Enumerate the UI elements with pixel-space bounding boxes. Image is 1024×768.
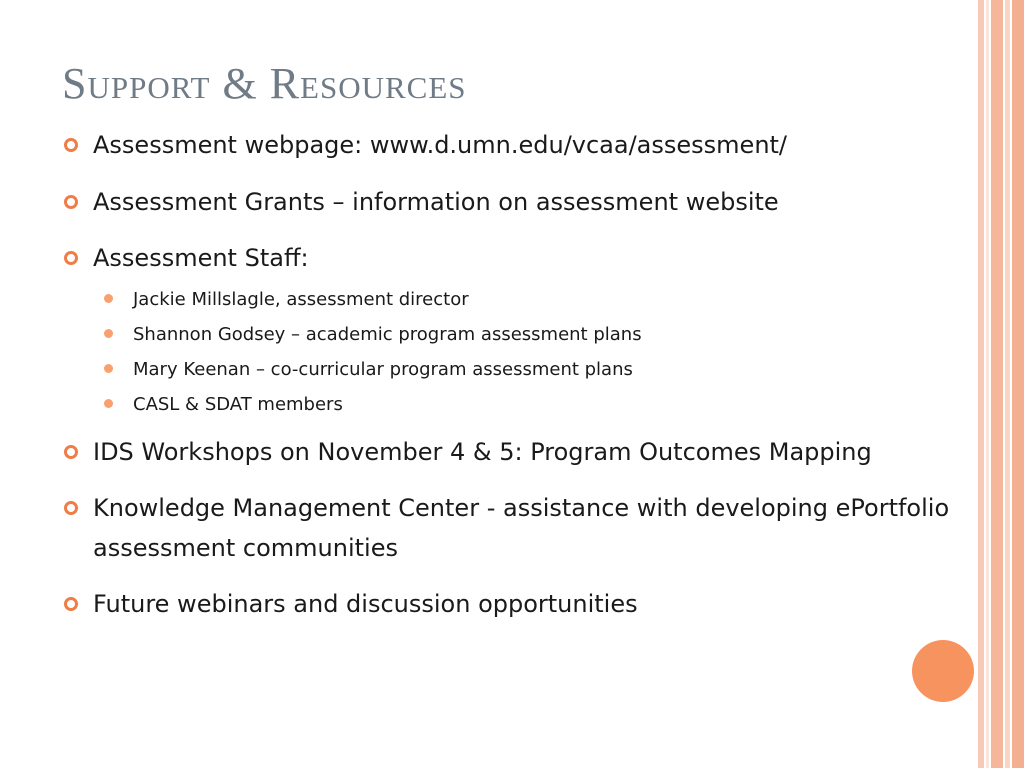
bullet-item-staff — [62, 238, 962, 278]
slide-body — [62, 125, 962, 624]
staff-list-item — [62, 352, 962, 387]
bullet-item-webinars — [62, 584, 962, 624]
decorative-circle — [912, 640, 974, 702]
decorative-stripe — [986, 0, 989, 768]
dot-bullet-icon — [104, 294, 113, 303]
bullet-item-workshops — [62, 432, 962, 472]
bullet-text: Knowledge Management Center - assistance with developing ePortfolio assessment communities — [93, 494, 950, 562]
bullet-item-webpage — [62, 125, 962, 165]
decorative-stripe — [1005, 0, 1010, 768]
ring-bullet-icon — [64, 138, 78, 152]
staff-text: Shannon Godsey – academic program assessment plans — [133, 324, 642, 345]
staff-list-item — [62, 282, 962, 317]
slide-title: Support & Resources — [62, 59, 467, 108]
dot-bullet-icon — [104, 364, 113, 373]
decorative-stripe — [978, 0, 984, 768]
bullet-text: Assessment Staff: — [93, 244, 309, 272]
bullet-item-knowledge-center — [62, 488, 962, 568]
bullet-text: Assessment webpage: www.d.umn.edu/vcaa/assessment/ — [93, 131, 788, 159]
bullet-item-grants — [62, 182, 962, 222]
ring-bullet-icon — [64, 445, 78, 459]
bullet-text: IDS Workshops on November 4 & 5: Program Outcomes Mapping — [93, 438, 872, 466]
ring-bullet-icon — [64, 195, 78, 209]
staff-text: Jackie Millslagle, assessment director — [133, 289, 469, 310]
decorative-stripe — [991, 0, 1003, 768]
staff-text: CASL & SDAT members — [133, 394, 343, 415]
staff-text: Mary Keenan – co-curricular program assessment plans — [133, 359, 633, 380]
ring-bullet-icon — [64, 597, 78, 611]
staff-list-item — [62, 317, 962, 352]
ring-bullet-icon — [64, 251, 78, 265]
bullet-text: Future webinars and discussion opportunities — [93, 590, 638, 618]
dot-bullet-icon — [104, 329, 113, 338]
bullet-text: Assessment Grants – information on assessment website — [93, 188, 779, 216]
decorative-stripe — [1012, 0, 1024, 768]
staff-list-item — [62, 387, 962, 422]
staff-list — [62, 282, 962, 422]
dot-bullet-icon — [104, 399, 113, 408]
ring-bullet-icon — [64, 501, 78, 515]
